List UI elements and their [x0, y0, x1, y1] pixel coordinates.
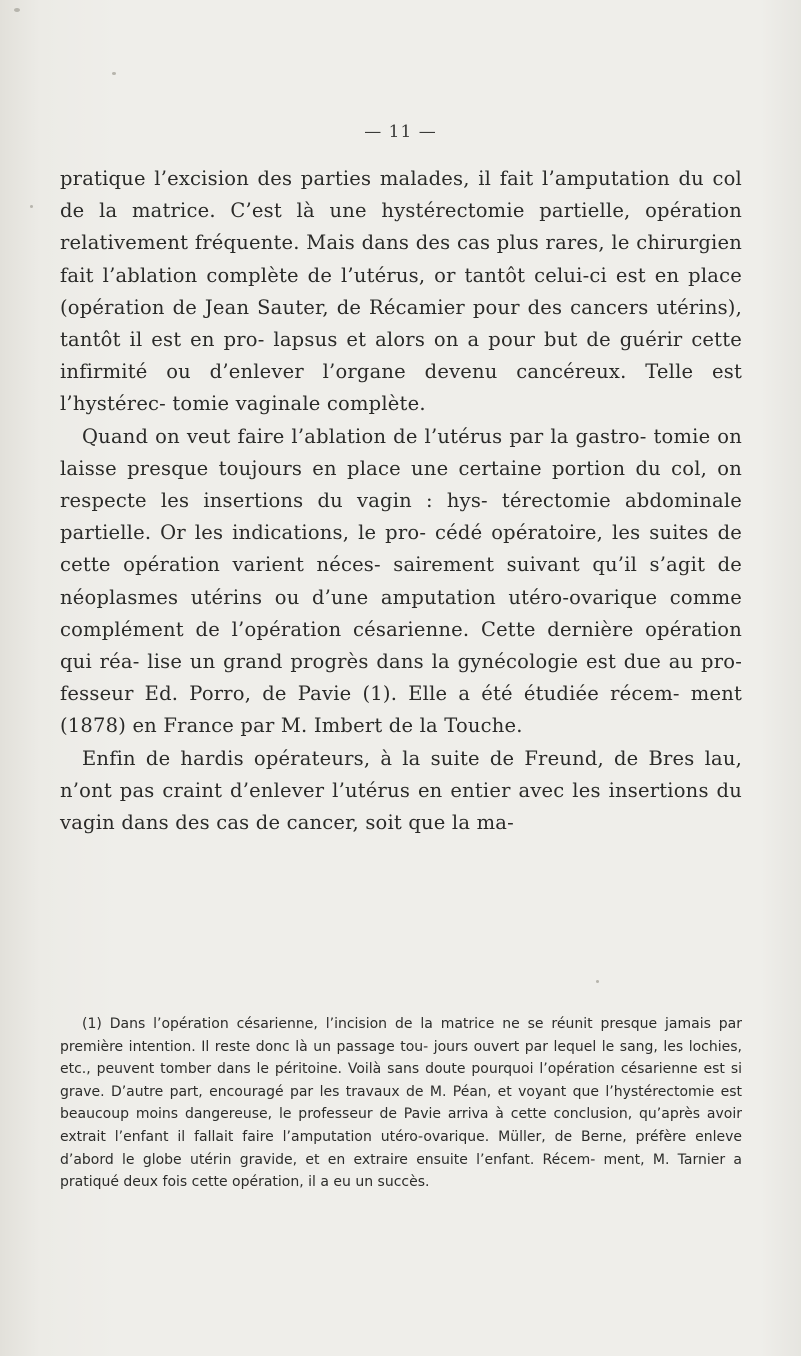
body-text [60, 163, 742, 839]
paper-speck [112, 72, 116, 75]
paper-speck [30, 205, 33, 208]
paragraph: Quand on veut faire l’ablation de l’utérus par la gastro- tomie on laisse presque toujours en place une certaine portion du col, on respecte les insertions du vagin : hys- térectomie abdominale partielle. Or les indications, le pro- cédé opératoire, les suites de cette opération varient néces- sairement suivant qu’il s’agit de néoplasmes utérins ou d’une amputation utéro-ovarique comme complément de l’opération césarienne. Cette dernière opération qui réa- lise un grand progrès dans la gynécologie est due au pro- fesseur Ed. Porro, de Pavie (1). Elle a été étudiée récem- ment (1878) en France par M. Imbert de la Touche. [60, 424, 742, 738]
footnote: (1) Dans l’opération césarienne, l’incision de la matrice ne se réunit presque jamais par première intention. Il reste donc là un passage tou- jours ouvert par lequel le sang, les lochies, etc., peuvent tomber dans le péritoine. Voilà sans doute pourquoi l’opération césarienne est si grave. D’autre part, encouragé par les travaux de M. Péan, et voyant que l’hystérectomie est beaucoup moins dangereuse, le professeur de Pavie arriva à cette conclusion, qu’après avoir extrait l’enfant il fallait faire l’amputation utéro-ovarique. Müller, de Berne, préfère enleve d’abord le globe utérin gravide, et en extraire ensuite l’enfant. Récem- ment, M. Tarnier a pratiqué deux fois cette opération, il a eu un succès. [60, 1016, 742, 1191]
paper-speck [596, 980, 599, 983]
paragraph: Enfin de hardis opérateurs, à la suite de Freund, de Bres lau, n’ont pas craint d’enlever l’utérus en entier avec les insertions du vagin dans des cas de cancer, soit que la ma- [60, 746, 742, 835]
paper-speck [14, 8, 20, 12]
paragraph: pratique l’excision des parties malades, il fait l’amputation du col de la matrice. C’est là une hystérectomie partielle, opération relativement fréquente. Mais dans des cas plus rares, le chirurgien fait l’ablation complète de l’utérus, or tantôt celui-ci est en place (opération de Jean Sauter, de Récamier pour des cancers utérins), tantôt il est en pro- lapsus et alors on a pour but de guérir cette infirmité ou d’enlever l’organe devenu cancéreux. Telle est l’hystérec- tomie vaginale complète. [60, 167, 742, 416]
page-number: — 11 — [364, 122, 437, 142]
